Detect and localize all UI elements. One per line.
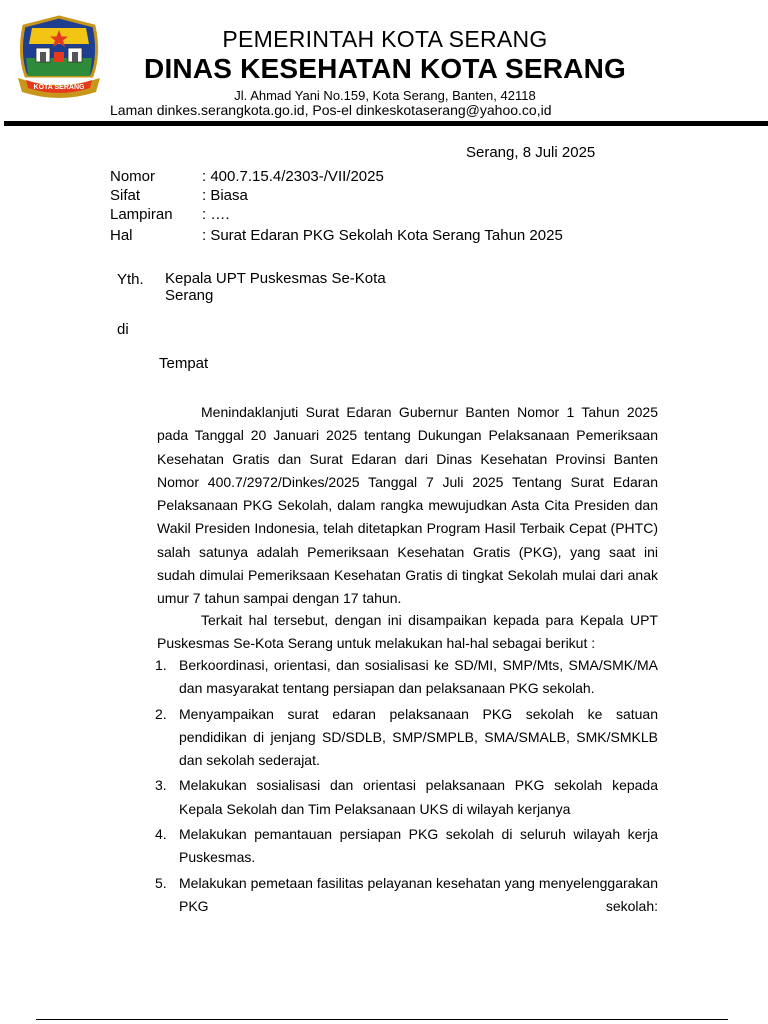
office-address: Jl. Ahmad Yani No.159, Kota Serang, Banten, 42118 [234,88,536,103]
list-item [155,872,658,919]
list-item-number: 1. [155,657,167,673]
list-item-text: Melakukan pemantauan persiapan PKG sekolah di seluruh wilayah kerja Puskesmas. [179,826,658,866]
list-item-number: 2. [155,705,167,722]
list-item-number: 4. [155,826,167,843]
addressee-line1: Kepala UPT Puskesmas Se-Kota [165,270,386,287]
list-item [155,823,658,870]
list-item [155,703,658,773]
government-name: PEMERINTAH KOTA SERANG [222,26,548,52]
addressee-name [165,270,405,304]
meta-value: : Biasa [202,187,248,204]
letter-date: Serang, 8 Juli 2025 [466,144,596,161]
list-item-text: Berkoordinasi, orientasi, dan sosialisasi ke SD/MI, SMP/Mts, SMA/SMK/MA dan masyarakat tentang persiapan dan pelaksanaan PKG sekolah. [179,657,658,697]
meta-value: : Surat Edaran PKG Sekolah Kota Serang Tahun 2025 [202,227,563,244]
letterhead-divider [4,121,768,126]
list-item-text: Menyampaikan surat edaran pelaksanaan PKG sekolah ke satuan pendidikan di jenjang SD/SDLB, SMP/SMPLB, SMA/SMALB, SMK/SMKLB dan sekolah sederajat. [179,705,658,769]
body-paragraph-1: Menindaklanjuti Surat Edaran Gubernur Banten Nomor 1 Tahun 2025 pada Tanggal 20 Januari 2025 tentang Dukungan Pelaksanaan Pemeriksaan Kesehatan Gratis dan Surat Edaran dari Dinas Kesehatan Provinsi Banten Nomor 400.7/2972/Dinkes/2025 Tanggal 7 Juli 2025 Tentang Surat Edaran Pelaksanaan PKG Sekolah, dalam rangka mewujudkan Asta Cita Presiden dan Wakil Presiden Indonesia, telah ditetapkan Program Hasil Terbaik Cepat (PHTC) salah satunya adalah Pemeriksaan Kesehatan Gratis (PKG), yang saat ini sudah dimulai Pemeriksaan Kesehatan Gratis di tingkat Sekolah mulai dari anak umur 7 tahun sampai dengan 17 tahun. [157,404,658,607]
meta-label: Hal [110,227,133,244]
addressee-prefix: Yth. [117,271,144,288]
list-item-number: 3. [155,777,167,794]
meta-label: Nomor [110,168,156,185]
meta-label: Lampiran [110,206,173,223]
body-paragraph-2: Terkait hal tersebut, dengan ini disampaikan kepada para Kepala UPT Puskesmas Se-Kota Serang untuk melakukan hal-hal sebagai berikut : [157,612,658,652]
addressee-place: Tempat [159,355,209,372]
meta-value: : …. [202,206,230,223]
addressee-di: di [117,321,129,338]
list-item-text: Melakukan pemetaan fasilitas pelayanan kesehatan yang menyelenggarakan PKG sekolah: [179,874,658,914]
instruction-list [155,654,658,918]
addressee-line2: Serang [165,287,214,304]
list-item-number: 5. [155,874,167,891]
svg-text:KOTA SERANG: KOTA SERANG [33,84,85,91]
office-contact: Laman dinkes.serangkota.go.id, Pos-el dinkeskotaserang@yahoo.co,id [110,102,552,118]
list-item-text: Melakukan sosialisasi dan orientasi pelaksanaan PKG sekolah kepada Kepala Sekolah dan Tim Pelaksanaan UKS di wilayah kerjanya [179,777,658,817]
list-item [155,774,658,821]
office-name: DINAS KESEHATAN KOTA SERANG [144,53,626,84]
page-footer-line [36,1019,728,1020]
list-item [155,654,658,701]
meta-label: Sifat [110,187,141,204]
kota-serang-emblem-icon [12,14,106,104]
coat-of-arms-logo [12,14,106,104]
meta-value: : 400.7.15.4/2303-/VII/2025 [202,168,384,185]
